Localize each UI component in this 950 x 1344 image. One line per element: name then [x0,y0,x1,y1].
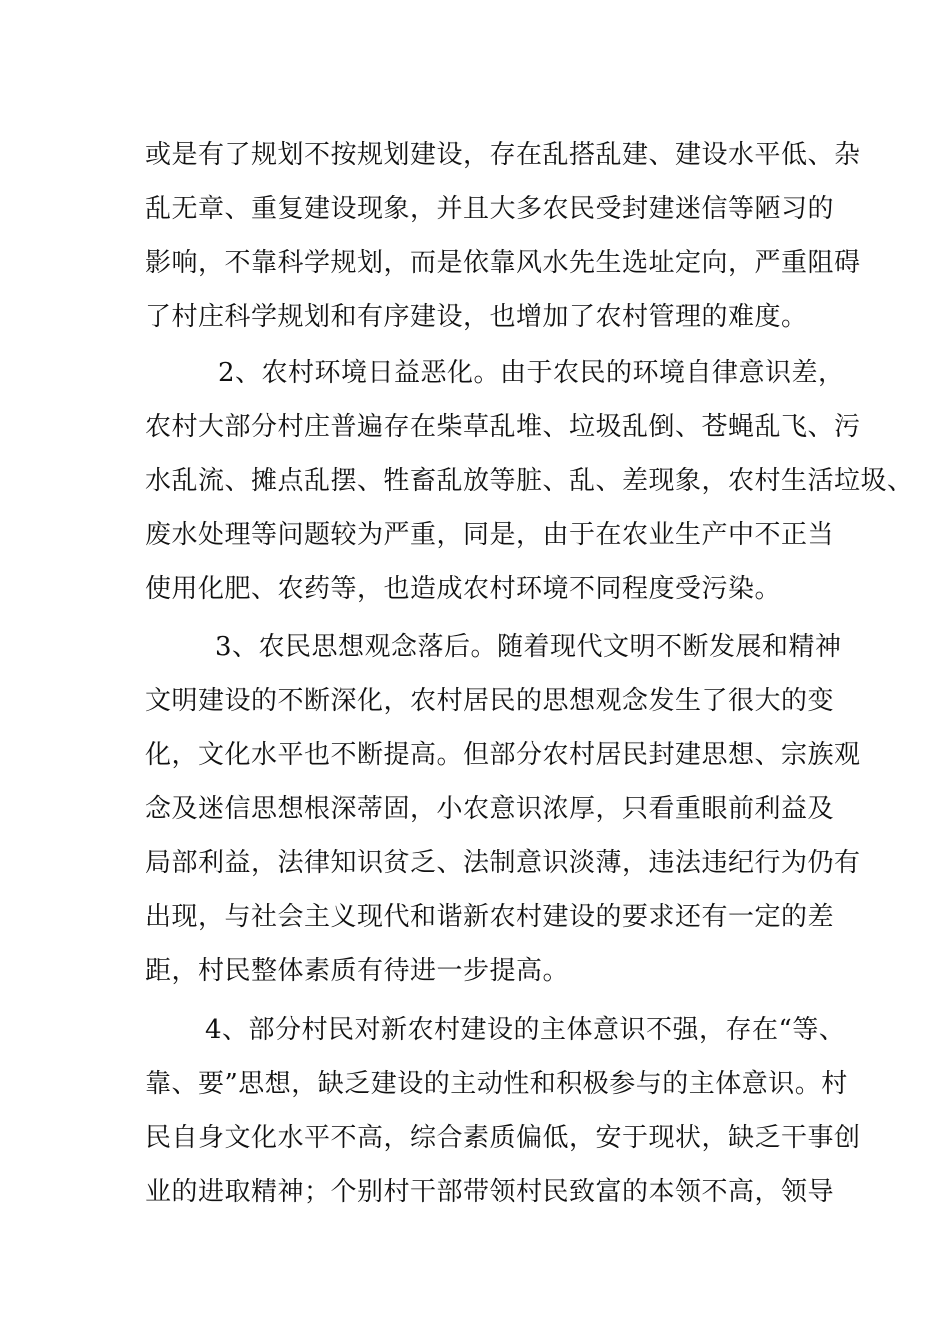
text-line: 化，文化水平也不断提高。但部分农村居民封建思想、宗族观 [145,740,861,770]
text-line: 乱无章、重复建设现象，并且大多农民受封建迷信等陋习的 [145,194,835,224]
paragraph-planning [145,128,861,344]
text-line: 水乱流、摊点乱摆、牲畜乱放等脏、乱、差现象，农村生活垃圾、 [145,466,914,496]
text-line: 业的进取精神；个别村干部带领村民致富的本领不高，领导 [145,1177,835,1207]
text-line: 局部利益，法律知识贫乏、法制意识淡薄，违法违纪行为仍有 [145,848,861,878]
text-line: 影响，不靠科学规划，而是依靠风水先生选址定向，严重阻碍 [145,248,861,278]
text-line: 了村庄科学规划和有序建设，也增加了农村管理的难度。 [145,302,808,332]
text-line: 农村大部分村庄普遍存在柴草乱堆、垃圾乱倒、苍蝇乱飞、污 [145,412,861,442]
text-line: 靠、要”思想，缺乏建设的主动性和积极参与的主体意识。村 [145,1069,848,1099]
paragraph-ideology [145,620,861,998]
paragraph-environment [145,346,914,616]
text-line: 文明建设的不断深化，农村居民的思想观念发生了很大的变 [145,686,835,716]
text-line: 3、农民思想观念落后。随着现代文明不断发展和精神 [215,632,842,662]
text-line: 或是有了规划不按规划建设，存在乱搭乱建、建设水平低、杂 [145,140,861,170]
text-line: 4、部分村民对新农村建设的主体意识不强，存在“等、 [205,1015,846,1045]
text-line: 民自身文化水平不高，综合素质偏低，安于现状，缺乏干事创 [145,1123,861,1153]
paragraph-villager-awareness [145,1003,861,1219]
text-line: 废水处理等问题较为严重，同是，由于在农业生产中不正当 [145,520,835,550]
text-line: 距，村民整体素质有待进一步提高。 [145,956,570,986]
text-line: 出现，与社会主义现代和谐新农村建设的要求还有一定的差 [145,902,835,932]
text-line: 使用化肥、农药等，也造成农村环境不同程度受污染。 [145,574,782,604]
text-line: 2、农村环境日益恶化。由于农民的环境自律意识差， [218,358,845,388]
text-line: 念及迷信思想根深蒂固，小农意识浓厚，只看重眼前利益及 [145,794,835,824]
